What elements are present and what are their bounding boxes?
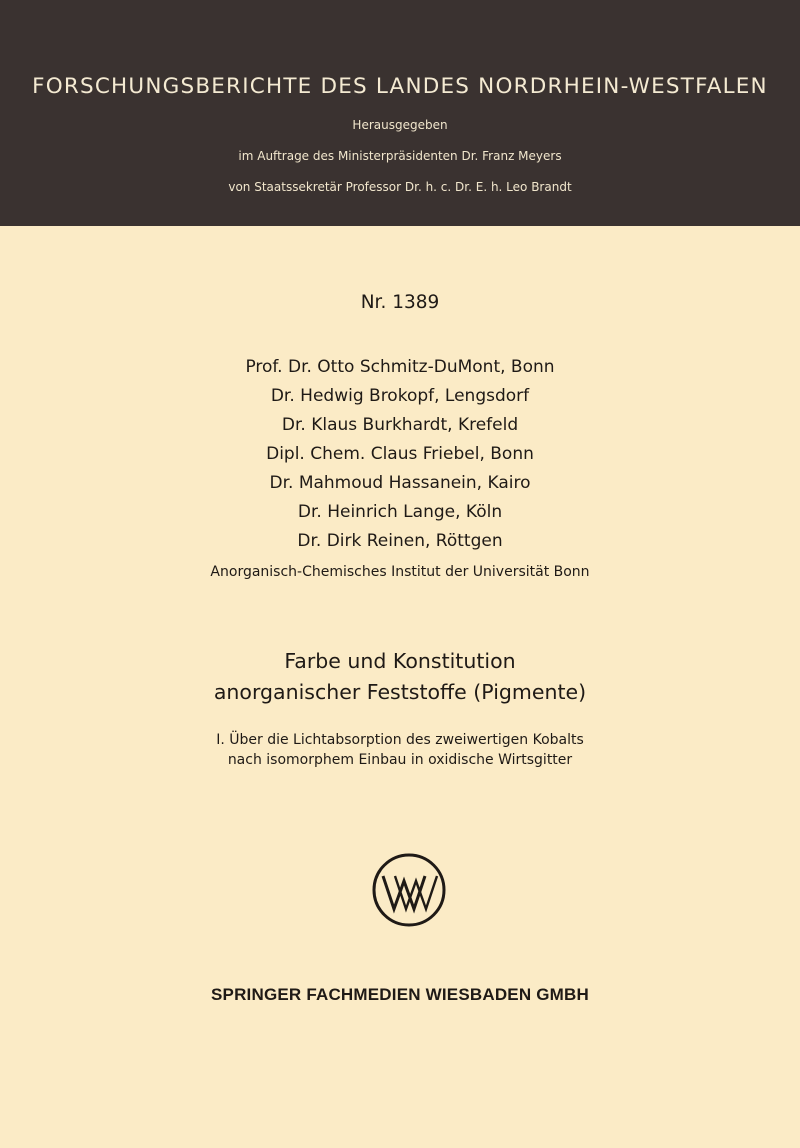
report-number: Nr. 1389 bbox=[360, 292, 440, 313]
title-line-1: Farbe und Konstitution bbox=[284, 649, 516, 673]
author-item: Dr. Klaus Burkhardt, Krefeld bbox=[281, 415, 519, 435]
author-item: Dr. Dirk Reinen, Röttgen bbox=[297, 531, 503, 551]
editor-line-2: im Auftrage des Ministerpräsidenten Dr. Franz Meyers bbox=[238, 149, 562, 163]
subtitle-line-1: I. Über die Lichtabsorption des zweiwertigen Kobalts bbox=[216, 732, 584, 748]
title-line-2: anorganischer Feststoffe (Pigmente) bbox=[213, 679, 587, 704]
subtitle-line-2: nach isomorphem Einbau in oxidische Wirtsgitter bbox=[227, 752, 573, 768]
author-list bbox=[0, 353, 800, 556]
author-item: Dipl. Chem. Claus Friebel, Bonn bbox=[266, 444, 534, 464]
author-item: Dr. Heinrich Lange, Köln bbox=[297, 502, 503, 522]
series-header bbox=[0, 0, 800, 226]
author-item: Prof. Dr. Otto Schmitz-DuMont, Bonn bbox=[245, 357, 555, 377]
publisher-logo-icon bbox=[370, 851, 448, 929]
institute-line: Anorganisch-Chemisches Institut der Universität Bonn bbox=[210, 564, 590, 580]
series-title: FORSCHUNGSBERICHTE DES LANDES NORDRHEIN-WESTFALEN bbox=[32, 74, 768, 99]
book-title bbox=[0, 646, 800, 707]
publisher-name: SPRINGER FACHMEDIEN WIESBADEN GMBH bbox=[211, 985, 589, 1004]
author-item: Dr. Mahmoud Hassanein, Kairo bbox=[269, 473, 531, 493]
editor-line-1: Herausgegeben bbox=[352, 118, 448, 132]
editor-line-3: von Staatssekretär Professor Dr. h. c. Dr. E. h. Leo Brandt bbox=[228, 180, 572, 194]
book-subtitle bbox=[0, 730, 800, 770]
author-item: Dr. Hedwig Brokopf, Lengsdorf bbox=[270, 386, 530, 406]
